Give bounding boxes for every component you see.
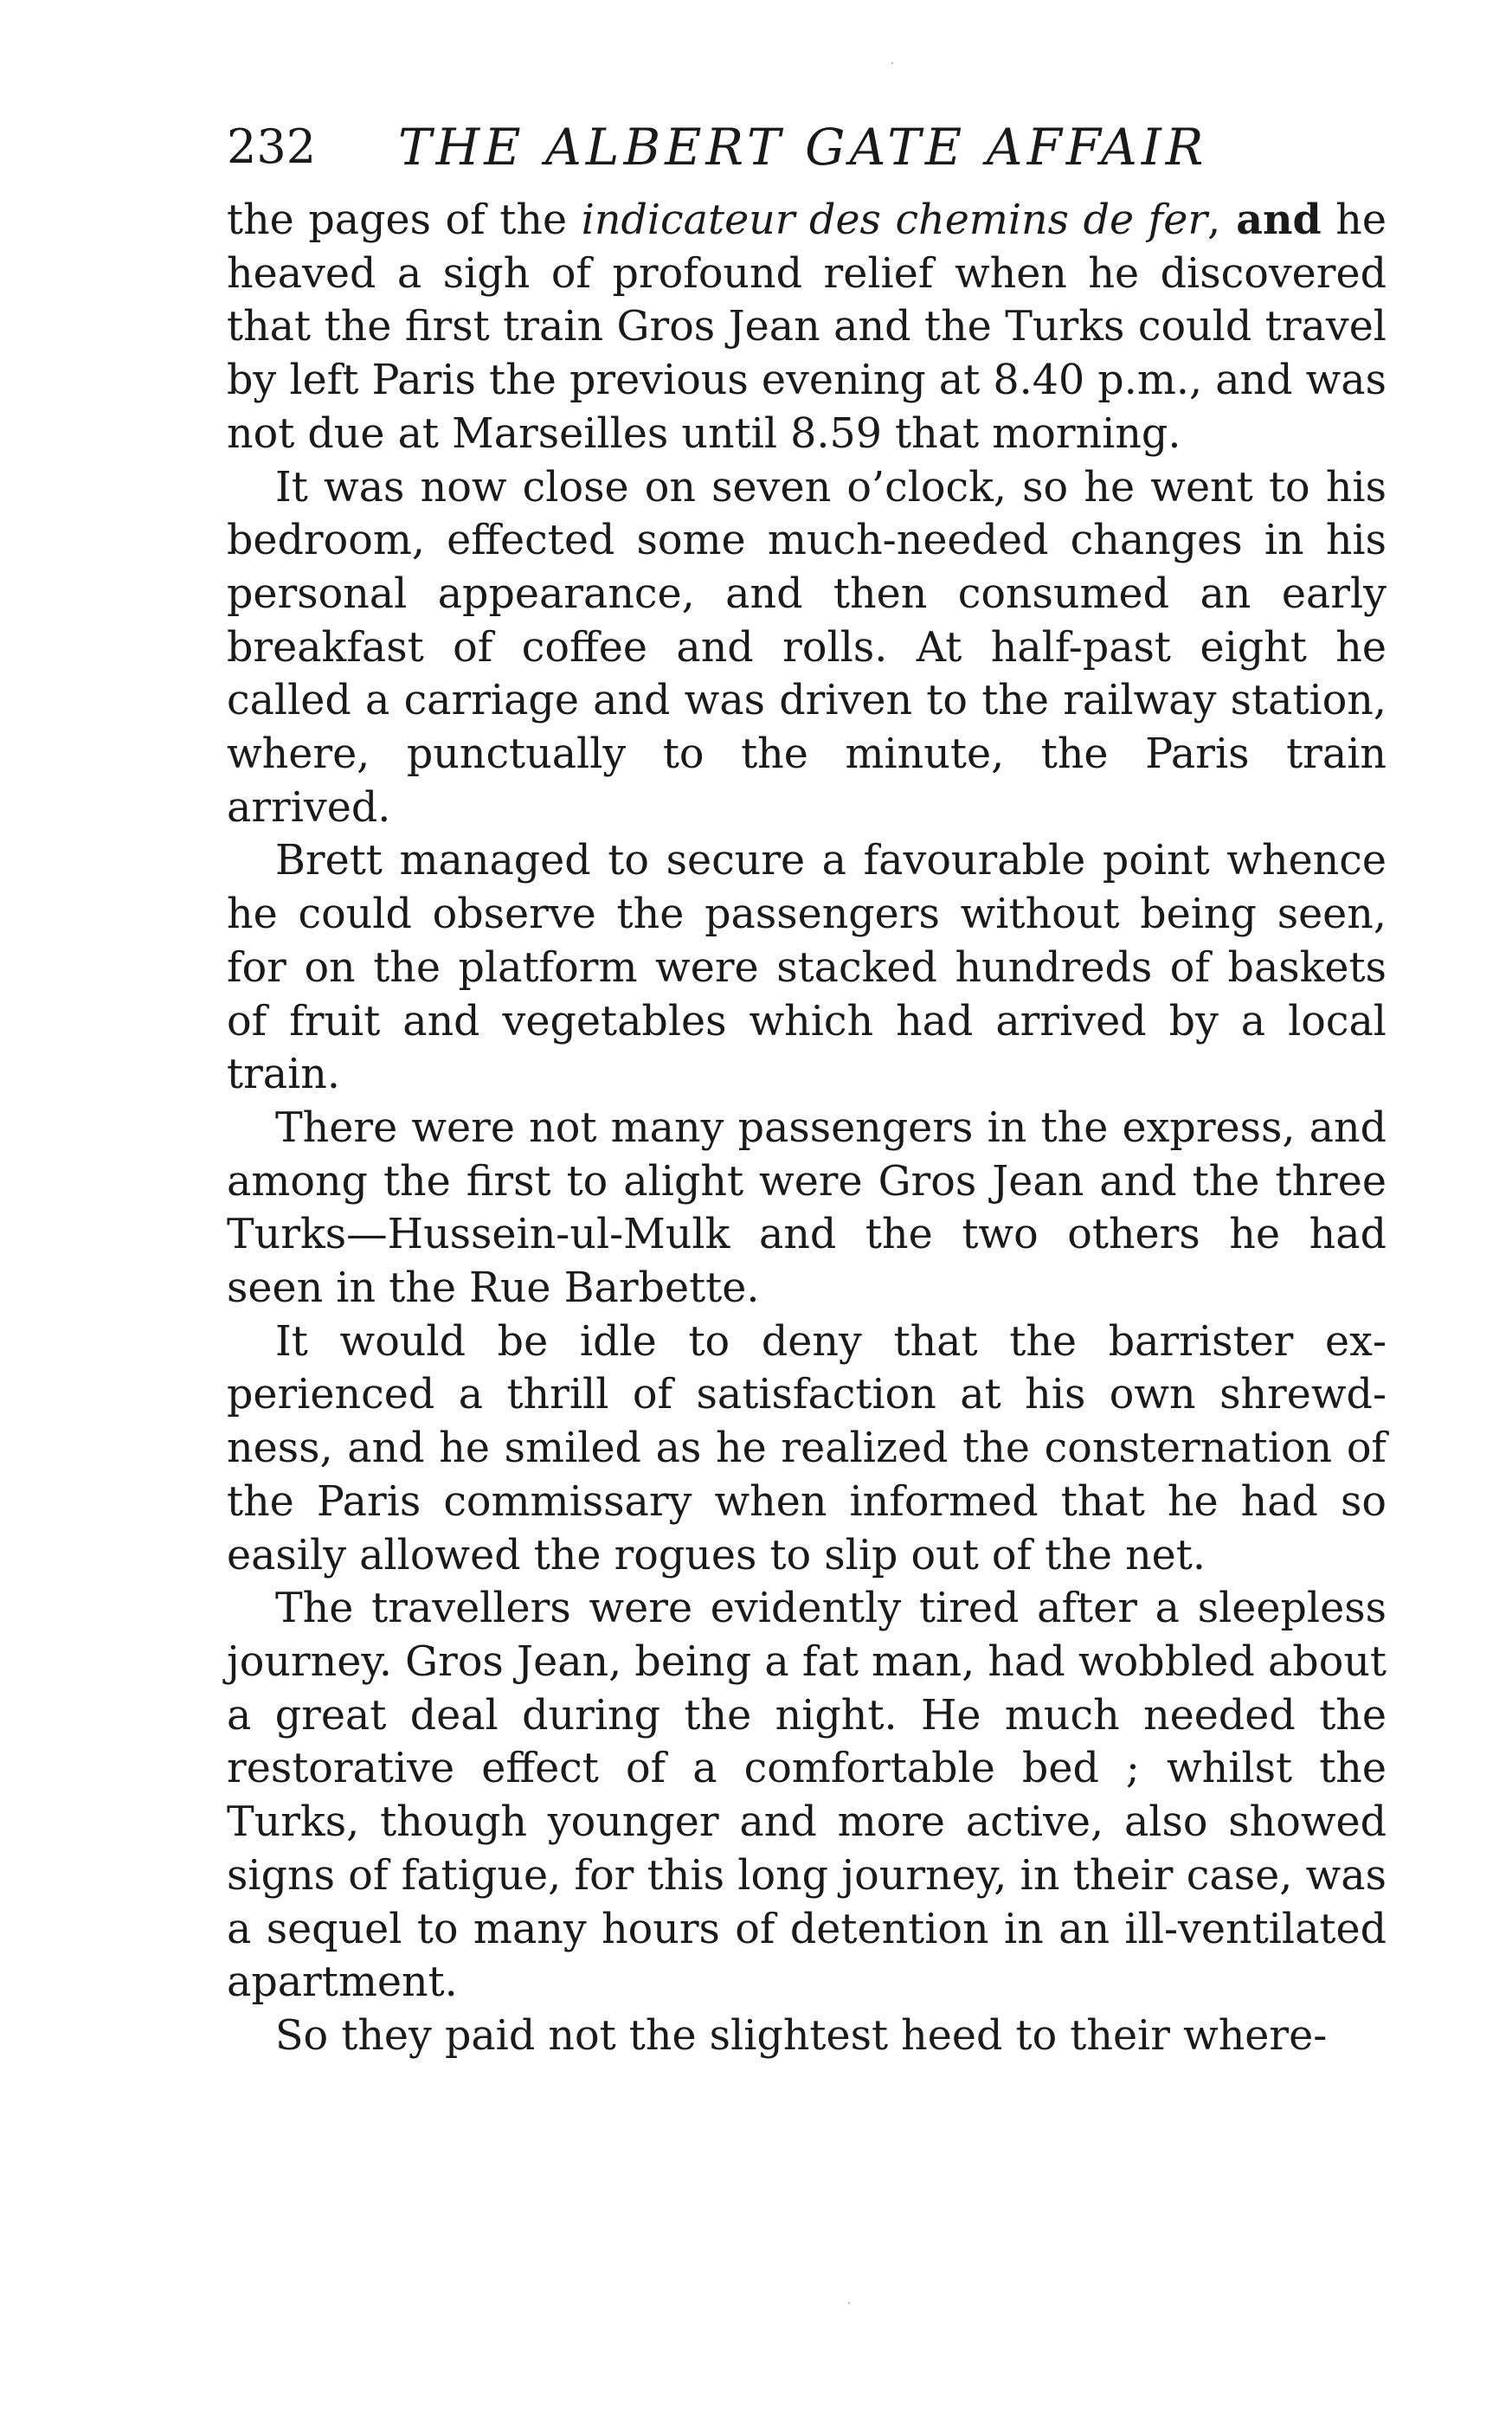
- book-page: [227, 113, 1387, 2063]
- paragraph-1-comma: ,: [1207, 196, 1221, 244]
- paragraph-6: The travellers were evidently tired after a sleepless journey. Gros Jean, being a fat man, had wobbled about a great deal during the night. He much needed the restorative effect of a comfortable bed ; whilst the Turks, though younger and more active, also showed signs of fatigue, for this long journey, in their case, was a sequel to many hours of detention in an ill-ventilated apartment.: [227, 1585, 1387, 2007]
- paragraph-1-intro: the pages of the: [227, 196, 582, 244]
- page-number: 232: [227, 119, 317, 174]
- scan-speck-bottom: [848, 2302, 850, 2304]
- page-header: [227, 113, 1387, 182]
- paragraph-5: It would be idle to deny that the barrister experienced a thrill of satisfaction at his own shrewdness, and he smiled as he realized the consternation of the Paris commissary when informed that he had so easily allowed the rogues to slip out of the net.: [227, 1317, 1387, 1579]
- paragraph-2: It was now close on seven o’clock, so he went to his bedroom, effected some much-needed changes in his personal appearance, and then consumed an early breakfast of coffee and rolls. At half-past eight he called a carriage and was driven to the railway station, where, punctually to the minute, the Paris train arrived.: [227, 463, 1387, 832]
- running-title: THE ALBERT GATE AFFAIR: [398, 118, 1208, 177]
- paragraph-1-rest: he heaved a sigh of profound relief when he discovered that the first train Gros Jean and the Turks could travel by left Paris the previous evening at 8.40 p.m., and was not due at Marseilles until 8.59 that morning.: [227, 196, 1387, 458]
- scan-speck-top: [891, 62, 893, 64]
- paragraph-4: There were not many passengers in the express, and among the first to alight were Gros Jean and the three Turks—Hussein-ul-Mulk and the two others he had seen in the Rue Barbette.: [227, 1103, 1387, 1313]
- body-text: [227, 194, 1387, 2063]
- paragraph-1: [227, 194, 1387, 461]
- paragraph-7: So they paid not the slightest heed to their where-: [275, 2011, 1328, 2060]
- paragraph-1-italic-title: indicateur des chemins de fer: [581, 196, 1208, 244]
- paragraph-1-bold-word: and: [1220, 196, 1322, 244]
- paragraph-3: Brett managed to secure a favourable point whence he could observe the passengers without being seen, for on the platform were stacked hundreds of baskets of fruit and vegetables which had arrived by a local train.: [227, 837, 1387, 1099]
